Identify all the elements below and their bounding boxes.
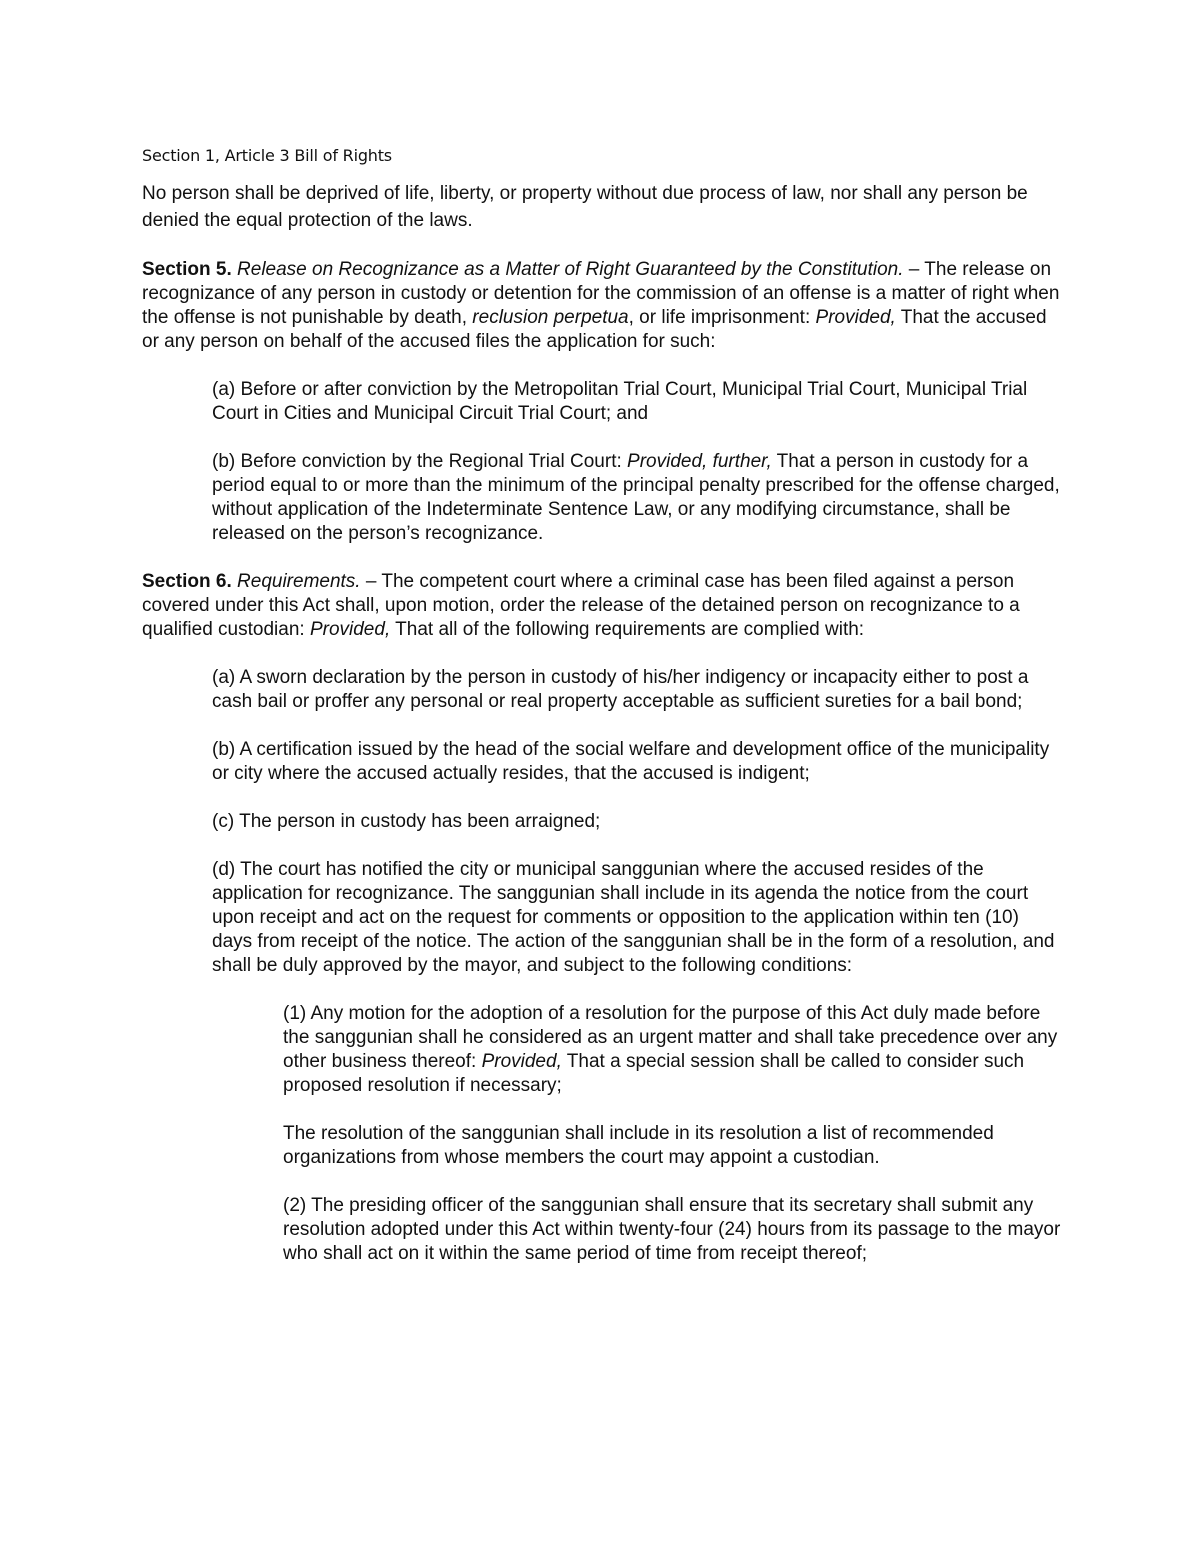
section-5-text-a: – The release on recognizance of any person in custody or detention for the commission of an offense is a matter of right when the offense is not punishable by death, (142, 259, 1060, 328)
condition-1-start: (1) Any motion for the adoption of a resolution for the purpose of this Act duly made before the sanggunian shall he considered as an urgent matter and shall take precedence over any other business thereof: (283, 1003, 1058, 1072)
section-5-item-a: (a) Before or after conviction by the Metropolitan Trial Court, Municipal Trial Court, Municipal Trial Court in Cities and Municipal Circuit Trial Court; and (212, 379, 1028, 424)
section-6-item-d: (d) The court has notified the city or municipal sanggunian where the accused resides of the application for recognizance. The sanggunian shall include in its agenda the notice from the court upon receipt and act on the request for comments or opposition to the application within ten (10) days from receipt of the notice. The action of the sanggunian shall be in the form of a resolution, and shall be duly approved by the mayor, and subject to the following conditions: (212, 859, 1055, 976)
condition-1-proviso: Provided, (481, 1051, 562, 1072)
section-5-item-b (212, 450, 1062, 546)
section-5-title: Release on Recognizance as a Matter of Right Guaranteed by the Constitution. (237, 259, 904, 280)
section-5-item-b-proviso: Provided, further, (627, 451, 772, 472)
section-5-item-b-start: (b) Before conviction by the Regional Trial Court: (212, 451, 628, 472)
section-5-item-b-end: That a person in custody for a period equal to or more than the minimum of the principal penalty prescribed for the offense charged, without application of the Indeterminate Sentence Law, or any modifying circumstance, shall be released on the person’s recognizance. (212, 451, 1060, 544)
condition-1-note: The resolution of the sanggunian shall include in its resolution a list of recommended organizations from whose members the court may appoint a custodian. (283, 1123, 994, 1168)
section-6-item-a: (a) A sworn declaration by the person in custody of his/her indigency or incapacity either to post a cash bail or proffer any personal or real property acceptable as sufficient sureties for a bail bond; (212, 667, 1029, 712)
section-6-label: Section 6. (142, 571, 232, 592)
section-5-text-c: That the accused or any person on behalf of the accused files the application for such: (142, 307, 1047, 352)
condition-1-end: That a special session shall be called to consider such proposed resolution if necessary; (283, 1051, 1025, 1096)
section-6-proviso: Provided, (309, 619, 391, 640)
bill-of-rights-text: No person shall be deprived of life, liberty, or property without due process of law, nor shall any person be denied the equal protection of the laws. (142, 183, 1028, 231)
document-heading: Section 1, Article 3 Bill of Rights (142, 146, 392, 165)
section-6-item-c: (c) The person in custody has been arraigned; (212, 811, 601, 832)
section-5-paragraph (142, 258, 1062, 354)
condition-2: (2) The presiding officer of the sanggunian shall ensure that its secretary shall submit any resolution adopted under this Act within twenty-four (24) hours from its passage to the mayor who shall act on it within the same period of time from receipt thereof; (283, 1195, 1061, 1264)
document-page (142, 145, 1062, 1290)
section-6-paragraph (142, 570, 1062, 642)
section-6-text-b: That all of the following requirements are complied with: (390, 619, 865, 640)
section-6-item-b: (b) A certification issued by the head of the social welfare and development office of the municipality or city where the accused actually resides, that the accused is indigent; (212, 739, 1050, 784)
section-6-title: Requirements. (237, 571, 361, 592)
section-5-proviso: Provided, (815, 307, 896, 328)
section-5-term: reclusion perpetua (472, 307, 629, 328)
section-5-label: Section 5. (142, 259, 232, 280)
section-5-text-b: , or life imprisonment: (628, 307, 816, 328)
section-6-text-a: – The competent court where a criminal case has been filed against a person covered under this Act shall, upon motion, order the release of the detained person on recognizance to a qualified custodian: (142, 571, 1020, 640)
condition-1 (283, 1002, 1062, 1098)
